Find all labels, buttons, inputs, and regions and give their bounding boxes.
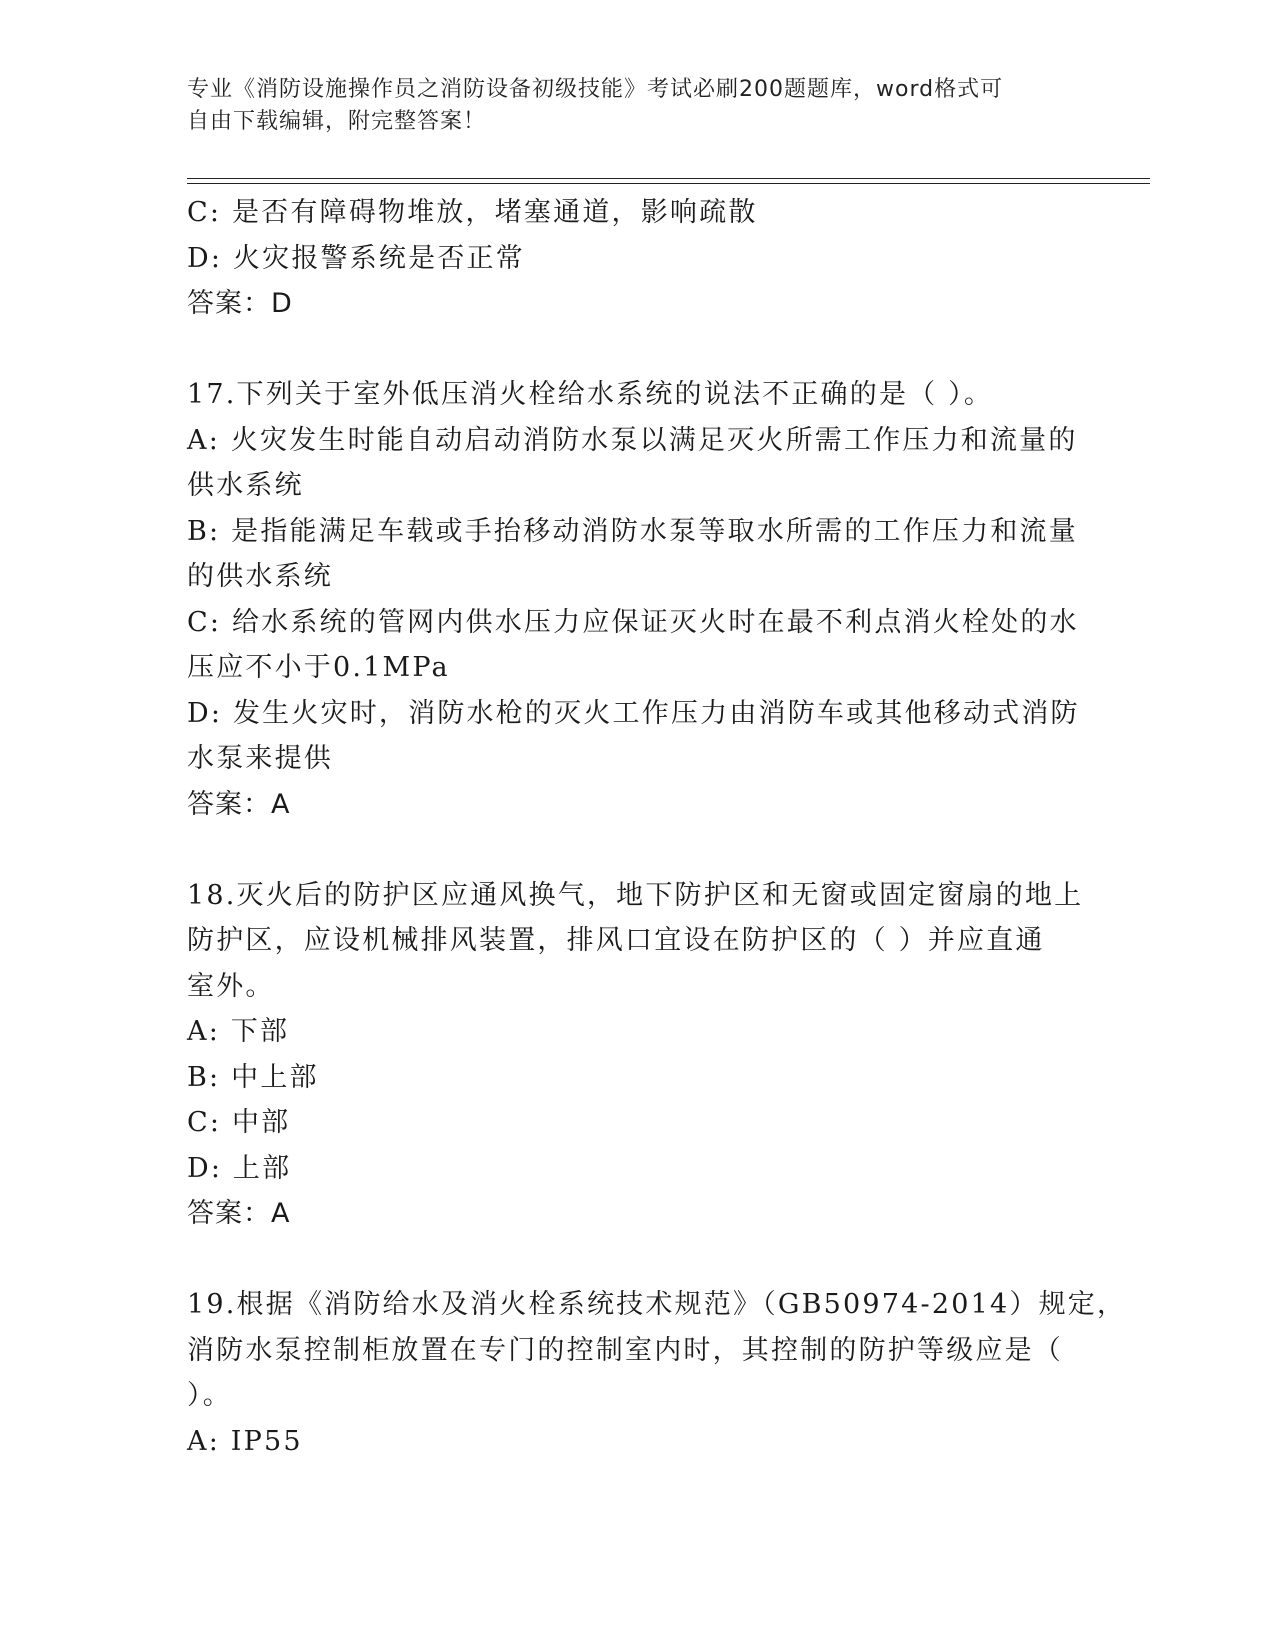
- question-stem: 17.下列关于室外低压消火栓给水系统的说法不正确的是（ ）。: [187, 379, 994, 410]
- spacer: [187, 827, 1067, 873]
- question-17: [187, 372, 1080, 827]
- header-divider-top: [187, 178, 1150, 179]
- option-a-line-2: 供水系统: [187, 470, 304, 501]
- question-16-tail: [187, 190, 1067, 327]
- header-line-2: 自由下载编辑，附完整答案！: [187, 109, 487, 134]
- option-a: A: 下部: [187, 1016, 290, 1047]
- header-line-1: 专业《消防设施操作员之消防设备初级技能》考试必刷200题题库，word格式可: [187, 77, 1004, 102]
- question-18: [187, 873, 1084, 1237]
- question-stem-line-2: 消防水泵控制柜放置在专门的控制室内时，其控制的防护等级应是（: [187, 1334, 1063, 1366]
- option-c-line-2: 压应不小于0.1MPa: [187, 652, 450, 683]
- answer-line: 答案：A: [187, 1198, 291, 1229]
- option-d: D: 火灾报警系统是否正常: [187, 242, 525, 274]
- option-d-line-2: 水泵来提供: [187, 743, 333, 774]
- question-stem-line-2: 防护区，应设机械排风装置，排风口宜设在防护区的（ ）并应直通: [187, 925, 1045, 956]
- option-d-line-1: D: 发生火灾时，消防水枪的灭火工作压力由消防车或其他移动式消防: [187, 697, 1080, 729]
- option-a-line-1: A: 火灾发生时能自动启动消防水泵以满足灭火所需工作压力和流量的: [187, 424, 1078, 456]
- question-stem-line-3: ）。: [187, 1380, 232, 1411]
- question-stem-line-1: 18.灭火后的防护区应通风换气，地下防护区和无窗或固定窗扇的地上: [187, 879, 1084, 911]
- question-stem-line-1: 19.根据《消防给水及消火栓系统技术规范》（GB50974-2014）规定，: [187, 1289, 1127, 1320]
- header-divider-bottom: [187, 183, 1150, 184]
- option-b-line-1: B: 是指能满足车载或手抬移动消防水泵等取水所需的工作压力和流量: [187, 515, 1078, 547]
- question-content: [187, 190, 1127, 1464]
- spacer: [187, 327, 1067, 373]
- option-b: B: 中上部: [187, 1061, 319, 1093]
- question-19: [187, 1282, 1127, 1464]
- option-c-line-1: C: 给水系统的管网内供水压力应保证灭火时在最不利点消火栓处的水: [187, 606, 1079, 638]
- option-c: C: 中部: [187, 1107, 291, 1138]
- option-a: A: IP55: [187, 1425, 303, 1457]
- option-c: C: 是否有障碍物堆放，堵塞通道，影响疏散: [187, 197, 758, 228]
- option-b-line-2: 的供水系统: [187, 561, 333, 592]
- page-header: [187, 74, 1067, 138]
- option-d: D: 上部: [187, 1152, 292, 1184]
- answer-line: 答案：D: [187, 288, 293, 319]
- question-stem-line-3: 室外。: [187, 970, 275, 1002]
- answer-line: 答案：A: [187, 788, 291, 820]
- spacer: [187, 1237, 1067, 1283]
